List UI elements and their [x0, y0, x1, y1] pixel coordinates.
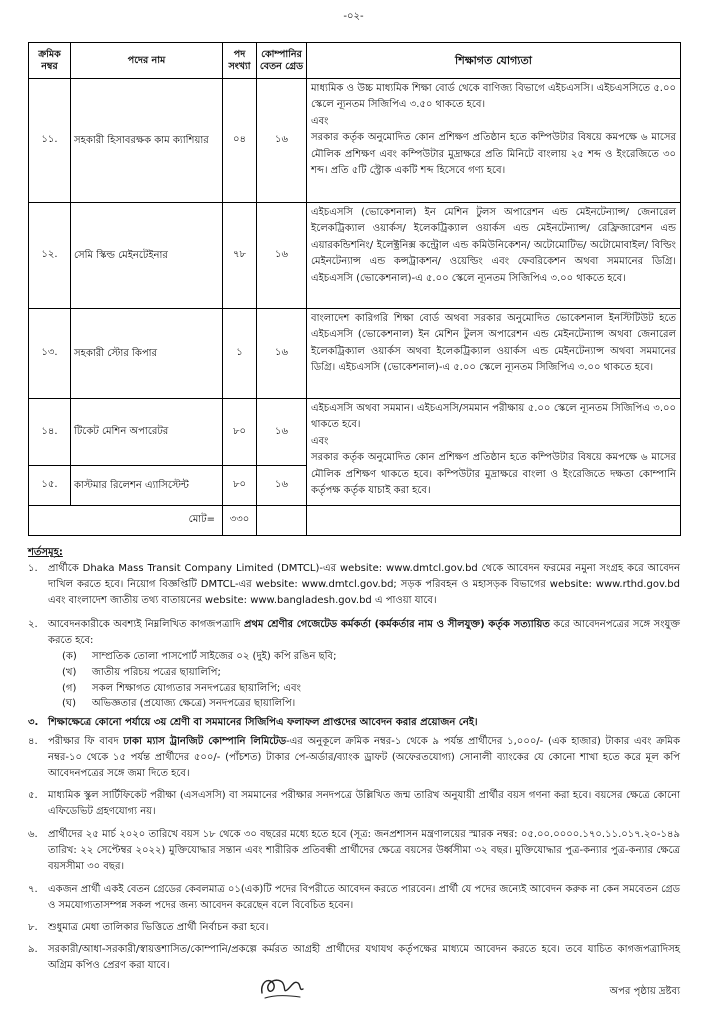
qualification-paragraph: এইচএসসি (ভোকেশনাল) ইন মেশিন টুলস অপারেশন এন্ড মেইনটেন্যান্স/ জেনারেল ইলেকট্রিক্যাল ওয়ার্কস/ ইলেকট্রিক্যাল ওয়ার্কস এন্ড মেইনটেন্যান্স/ রেফ্রিজারেশন এন্ড এয়ারকন্ডিশনিং/ ইলেক্ট্রনিক্স কন্ট্রোল এন্ড কমিউনিকেশন/ অটোমোটিভ/ অটোমোবাইল/ বিল্ডিং মেইনটেন্যান্স এন্ড কন্সট্রাকশন/ ওয়েল্ডিং এবং ফেবরিকেশন অথবা সমমানের ডিগ্রি। এইচএসসি (ভোকেশনাল)-এ ৫.০০ স্কেলে ন্যূনতম সিজিপিএ ৩.০০ থাকতে হবে। [311, 207, 676, 284]
condition-text-part: করে আবেদনপত্রের সঙ্গে সংযুক্ত করতে হবে: [48, 619, 680, 647]
qualification-paragraph: সরকার কর্তৃক অনুমোদিত কোন প্রশিক্ষণ প্রতিষ্ঠান হতে কম্পিউটার বিষয়ে কমপক্ষে ৬ মাসের মৌলিক প্রশিক্ষণ থাকতে হবে। কম্পিউটার মুদ্রাক্ষরে বাংলা ও ইংরেজিতে দক্ষতা কোম্পানি কর্তৃপক্ষ কর্তৃক যাচাই করা হবে। [311, 452, 676, 497]
row-qualification [307, 309, 681, 399]
row-post-name: সহকারী স্টোর কিপার [71, 309, 223, 399]
condition-text-emphasis: প্রথম শ্রেণীর গেজেটেড কর্মকর্তা (কর্মকর্তার নাম ও সীলযুক্ত) কর্তৃক সত্যায়িত [243, 619, 550, 631]
row-serial: ১১. [29, 79, 71, 203]
table-row [29, 203, 681, 309]
header-post-count: পদ সংখ্যা [223, 43, 257, 79]
row-serial: ১৫. [29, 466, 71, 506]
condition-text: প্রার্থীকে Dhaka Mass Transit Company Limited (DMTCL)-এর website: www.dmtcl.gov.bd থেকে আবেদন ফরমের নমুনা সংগ্রহ করে আবেদন দাখিল করতে হবে। নিয়োগ বিজ্ঞপ্তিটি DMTCL-এর website: www.dmtcl.gov.bd; সড়ক পরিবহন ও মহাসড়ক বিভাগের website: www.rthd.gov.bd এবং বাংলাদেশ জাতীয় তথ্য বাতায়নের website: www.bangladesh.gov.bd এ পাওয়া যাবে। [48, 563, 680, 606]
row-post-count: ১ [223, 309, 257, 399]
condition-item [28, 617, 680, 649]
posts-table [28, 42, 681, 536]
document-list-text: অভিজ্ঞতার (প্রযোজ্য ক্ষেত্রে) সনদপত্রের ছায়ালিপি। [92, 698, 296, 710]
signature [256, 971, 308, 1003]
condition-item [28, 788, 680, 820]
document-list-text: সাম্প্রতিক তোলা পাসপোর্ট সাইজের ০২ (দুই) কপি রঙিন ছবি; [92, 650, 337, 662]
document-list-text: জাতীয় পরিচয় পত্রের ছায়ালিপি; [92, 666, 221, 678]
qualification-paragraph: মাধ্যমিক ও উচ্চ মাধ্যমিক শিক্ষা বোর্ড থেকে বাণিজ্য বিভাগে এইচএসসি। এইচএসসিতে ৫.০০ স্কেলে ন্যূনতম সিজিপিএ ৩.৫০ থাকতে হবে। [311, 83, 676, 111]
condition-number: ৬. [28, 828, 38, 840]
row-serial: ১২. [29, 203, 71, 309]
qualification-paragraph: সরকার কর্তৃক অনুমোদিত কোন প্রশিক্ষণ প্রতিষ্ঠান হতে কম্পিউটার বিষয়ে কমপক্ষে ৬ মাসের মৌলিক প্রশিক্ষণ এবং কম্পিউটার মুদ্রাক্ষরে প্রতি মিনিটে বাংলায় ২৫ শব্দ ও ইংরেজিতে ৩০ শব্দ। প্রতি ৫টি স্ট্রোক একটি শব্দ হিসেবে গণ্য হবে। [311, 132, 676, 177]
document-list-text: সকল শিক্ষাগত যোগ্যতার সনদপত্রের ছায়ালিপি; এবং [92, 682, 301, 694]
row-pay-grade: ১৬ [257, 399, 307, 466]
document-list-item [48, 696, 680, 712]
total-empty-grade [257, 506, 307, 536]
page-footer [28, 973, 680, 1005]
condition-text-part: পরীক্ষার ফি বাবদ [48, 735, 124, 747]
condition-number: ১. [28, 563, 38, 574]
row-post-count: ০৪ [223, 79, 257, 203]
condition-item [28, 715, 680, 731]
row-post-name: টিকেট মেশিন অপারেটর [71, 399, 223, 466]
conditions-section [28, 545, 680, 1005]
table-row [29, 309, 681, 399]
condition-number: ৯. [28, 943, 38, 955]
qualification-connector: এবং [311, 115, 329, 127]
condition-text: প্রার্থীদের ২৫ মার্চ ২০২০ তারিখে বয়স ১৮ থেকে ৩০ বছরের মধ্যে হতে হবে (সূত্র: জনপ্রশাসন মন্ত্রণালয়ের স্মারক নম্বর: ০৫.০০.০০০০.১৭০.১১.০১৭.২০-১৪৯ তারিখ: ২২ সেপ্টেম্বর ২০২২) মুক্তিযোদ্ধার সন্তান এবং শারীরিক প্রতিবন্ধী প্রার্থীদের ক্ষেত্রে বয়সের উর্ধ্বসীমা ৩২ বছর। মুক্তিযোদ্ধার পুত্র-কন্যার পুত্র-কন্যার ক্ষেত্রে বয়সসীমা ৩০ বছর। [48, 828, 680, 872]
condition-number: ২. [28, 619, 38, 631]
row-post-count: ৮০ [223, 466, 257, 506]
row-serial: ১৪. [29, 399, 71, 466]
condition-text-emphasis: ঢাকা ম্যাস ট্রানজিট কোম্পানি লিমিটেড [123, 735, 287, 747]
conditions-heading: শর্তসমূহ: [28, 547, 63, 558]
condition-item [28, 561, 680, 608]
document-list-label: (খ) [62, 666, 77, 678]
table-header-row [29, 43, 681, 79]
row-post-name: সেমি স্কিল্ড মেইনটেইনার [71, 203, 223, 309]
condition-number: ৪. [28, 735, 38, 747]
condition-number: ৩. [28, 717, 39, 729]
header-post-name: পদের নাম [71, 43, 223, 79]
row-qualification-merged [307, 399, 681, 506]
condition-text: সরকারী/আধা-সরকারী/স্বায়ত্তশাসিত/কোম্পানি/প্রকল্পে কর্মরত আগ্রহী প্রার্থীদের যথাযথ কর্তৃপক্ষের মাধ্যমে আবেদন করতে হবে। তবে যাচিত কাগজপত্রাদিসহ অগ্রিম কপিও প্রেরণ করা যাবে। [48, 943, 680, 971]
condition-text: শুধুমাত্র মেধা তালিকার ভিত্তিতে প্রার্থী নির্বাচন করা হবে। [48, 921, 269, 933]
condition-text [48, 734, 680, 781]
row-pay-grade: ১৬ [257, 203, 307, 309]
condition-number: ৮. [28, 921, 38, 933]
total-post-count: ৩৩০ [223, 506, 257, 536]
row-qualification [307, 79, 681, 203]
condition-item-group [28, 617, 680, 712]
continued-note: অপর পৃষ্ঠায় দ্রষ্টব্য [609, 986, 680, 998]
qualification-paragraph: বাংলাদেশ কারিগরি শিক্ষা বোর্ড অথবা সরকার অনুমোদিত ভোকেশনাল ইনস্টিটিউট হতে এইচএসসি (ভোকেশনাল) ইন মেশিন টুলস অপারেশন এন্ড মেইনটেন্যান্স অথবা জেনারেল ইলেকট্রিক্যাল ওয়ার্কস অথবা ইলেকট্রিক্যাল ওয়ার্কস এন্ড মেইনটেন্যান্স অথবা সমমানের ডিগ্রি। এইচএসসি (ভোকেশনাল)-এ ৫.০০ স্কেলে ন্যূনতম সিজিপিএ ৩.০০ থাকতে হবে। [311, 313, 676, 374]
condition-item [28, 827, 680, 874]
row-post-name: সহকারী হিসাবরক্ষক কাম ক্যাশিয়ার [71, 79, 223, 203]
condition-text [48, 617, 680, 649]
condition-text: শিক্ষাক্ষেত্রে কোনো পর্যায়ে ৩য় শ্রেণী বা সমমানের সিজিপিএ ফলাফল প্রাপ্তদের আবেদন করার প্রয়োজন নেই। [48, 717, 478, 729]
document-list-item [48, 665, 680, 681]
document-list-label: (ঘ) [62, 698, 76, 710]
row-pay-grade: ১৬ [257, 466, 307, 506]
total-label: মোট= [29, 506, 223, 536]
document-list-item [48, 681, 680, 697]
condition-text: মাধ্যমিক স্কুল সার্টিফিকেট পরীক্ষা (এসএসসি) বা সমমানের পরীক্ষার সনদপত্রে উল্লিখিত জন্ম তারিখ অনুযায়ী প্রার্থীর বয়স গণনা করা হবে। বয়সের ক্ষেত্রে কোনো এফিডেভিট গ্রহণযোগ্য নয়। [48, 790, 680, 818]
condition-number: ৭. [28, 884, 38, 896]
header-qualification: শিক্ষাগত যোগ্যতা [307, 43, 681, 79]
document-list-label: (গ) [62, 682, 77, 694]
row-post-count: ৮০ [223, 399, 257, 466]
header-serial: ক্রমিক নম্বর [29, 43, 71, 79]
qualification-connector: এবং [311, 435, 329, 447]
row-serial: ১৩. [29, 309, 71, 399]
row-qualification [307, 203, 681, 309]
document-list-label: (ক) [62, 650, 77, 662]
condition-text-part: আবেদনকারীকে অবশ্যই নিম্নলিখিত কাগজপত্রাদি [48, 619, 244, 631]
condition-text: একজন প্রার্থী একই বেতন গ্রেডের কেবলমাত্র ০১(এক)টি পদের বিপরীতে আবেদন করতে পারবেন। প্রার্থী যে পদের জন্যেই আবেদন করুক না কেন সমবেতন গ্রেড ও সমযোগ্যতাসম্পন্ন সকল পদের জন্য আবেদন করেছেন বলে বিবেচিত হবেন। [48, 884, 680, 912]
total-empty-qualification [307, 506, 681, 536]
condition-text-part: -এর অনুকূলে ক্রমিক নম্বর-১ থেকে ৯ পর্যন্ত প্রার্থীদের ১,০০০/- (এক হাজার) টাকার এবং ক্রমিক নম্বর-১০ থেকে ১৫ পর্যন্ত প্রার্থীদের ৫০০/- (পাঁচশত) টাকার পে-অর্ডার/ব্যাংক ড্রাফট (অফেরতযোগ্য) সোনালী ব্যাংকের যে কোনো শাখা হতে করে মূল কপি আবেদনপত্রের সঙ্গে জমা দিতে হবে। [48, 735, 680, 779]
page-number: -০২- [343, 11, 364, 22]
condition-item [28, 882, 680, 914]
row-post-name: কাস্টমার রিলেশন এ্যাসিস্টেন্ট [71, 466, 223, 506]
condition-item [28, 734, 680, 781]
row-pay-grade: ১৬ [257, 309, 307, 399]
table-total-row [29, 506, 681, 536]
table-row [29, 399, 681, 466]
condition-item [28, 942, 680, 974]
condition-number: ৫. [28, 790, 38, 802]
row-pay-grade: ১৬ [257, 79, 307, 203]
header-pay-grade: কোম্পানির বেতন গ্রেড [257, 43, 307, 79]
qualification-paragraph: এইচএসসি অথবা সমমান। এইচএসসি/সমমান পরীক্ষায় ৫.০০ স্কেলে ন্যূনতম সিজিপিএ ৩.০০ থাকতে হবে। [311, 403, 676, 431]
table-row [29, 79, 681, 203]
condition-item [28, 920, 680, 936]
row-post-count: ৭৮ [223, 203, 257, 309]
document-list-item [48, 649, 680, 665]
